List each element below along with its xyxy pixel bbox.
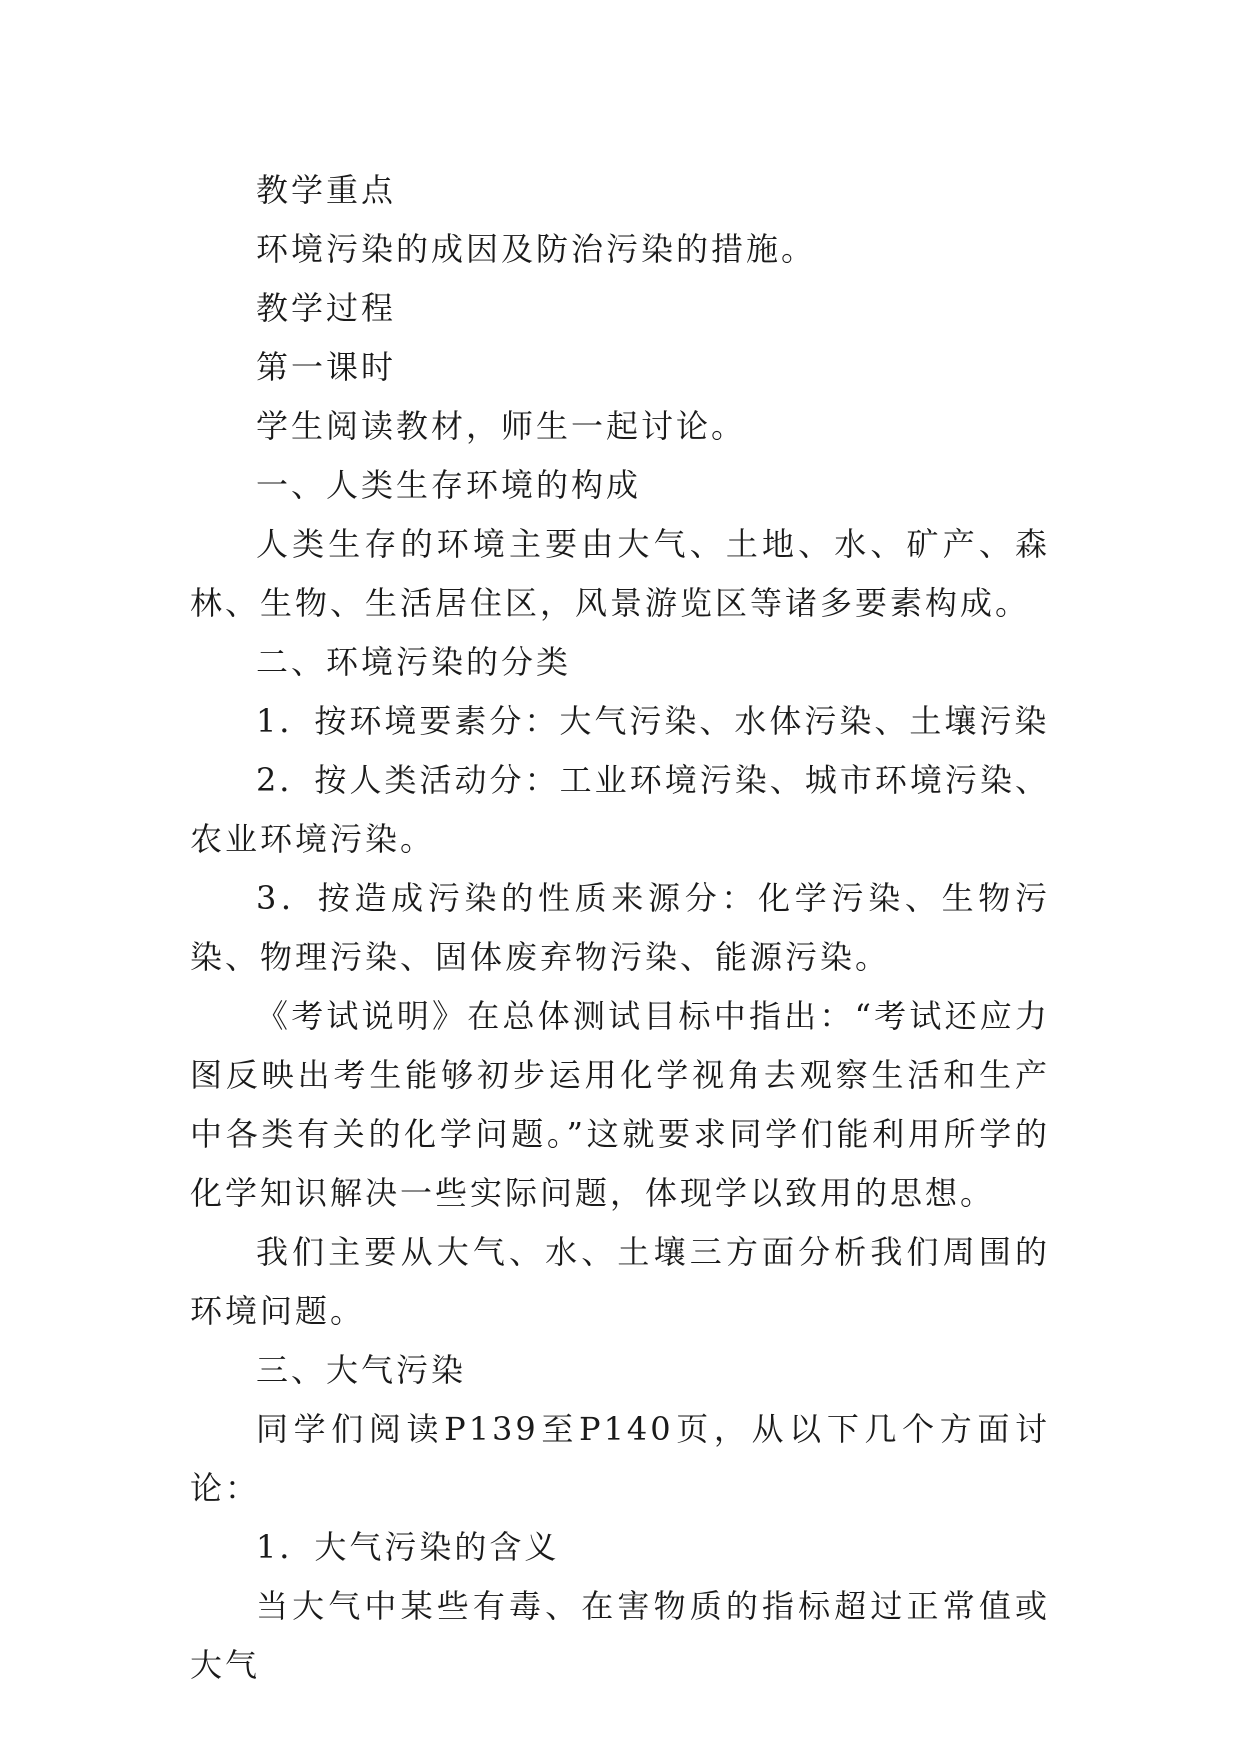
list-item-3: 3．按造成污染的性质来源分：化学污染、生物污染、物理污染、固体废弃物污染、能源污染。 [190, 879, 1050, 976]
paragraph-environment-elements: 人类生存的环境主要由大气、土地、水、矿产、森林、生物、生活居住区，风景游览区等诸多要素构成。 [190, 525, 1050, 622]
paragraph-analysis: 我们主要从大气、水、土壤三方面分析我们周围的环境问题。 [190, 1233, 1050, 1330]
section-heading-1: 一、人类生存环境的构成 [256, 466, 642, 504]
section-heading-3: 三、大气污染 [256, 1351, 467, 1389]
heading-teaching-focus: 教学重点 [256, 171, 397, 209]
heading-teaching-process: 教学过程 [256, 289, 397, 327]
section-heading-2: 二、环境污染的分类 [256, 643, 572, 681]
heading-first-lesson: 第一课时 [256, 348, 397, 386]
paragraph-reading: 学生阅读教材，师生一起讨论。 [256, 407, 747, 445]
document-body [190, 161, 1050, 1695]
paragraph-air-pollution-definition: 当大气中某些有毒、在害物质的指标超过正常值或大气 [190, 1587, 1050, 1684]
paragraph-exam-notes: 《考试说明》在总体测试目标中指出：“考试还应力图反映出考生能够初步运用化学视角去观察生活和生产中各类有关的化学问题。”这就要求同学们能利用所学的化学知识解决一些实际问题，体现学以致用的思想。 [190, 997, 1050, 1212]
teaching-focus-text: 环境污染的成因及防治污染的措施。 [256, 230, 817, 268]
paragraph-reading-pages: 同学们阅读P139至P140页，从以下几个方面讨论： [190, 1410, 1050, 1507]
list-item-2: 2．按人类活动分：工业环境污染、城市环境污染、农业环境污染。 [190, 761, 1050, 858]
subheading-air-pollution-meaning: 1．大气污染的含义 [256, 1528, 560, 1566]
list-item-1: 1．按环境要素分：大气污染、水体污染、土壤污染 [256, 702, 1050, 740]
